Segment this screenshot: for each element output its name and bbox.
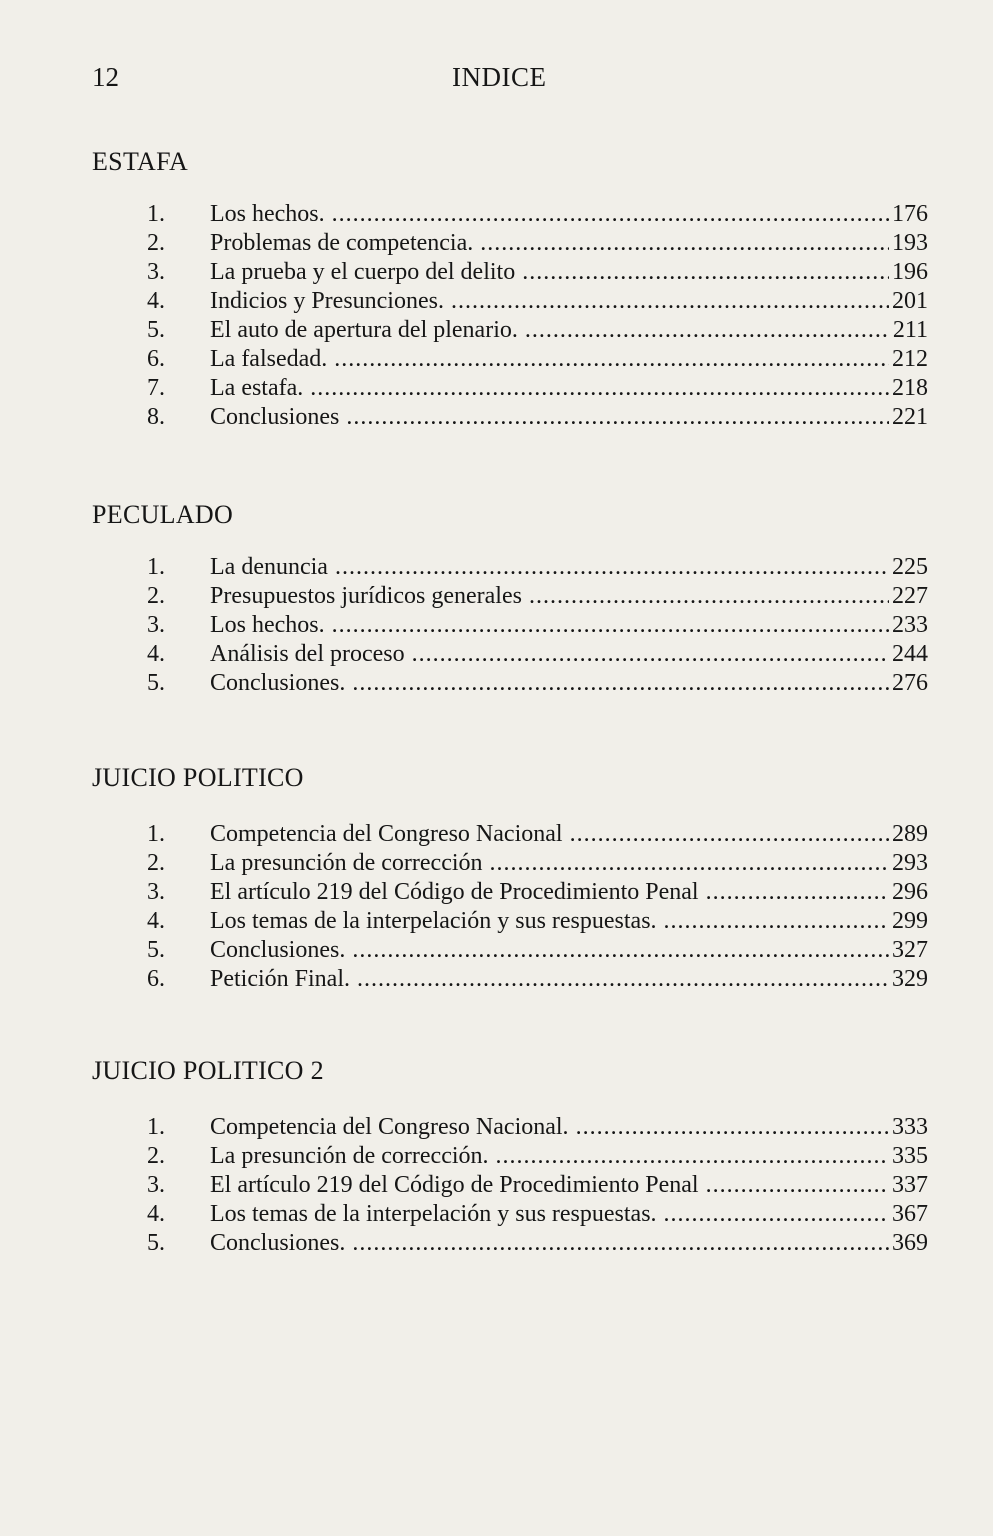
- toc-entry: [92, 374, 928, 403]
- entry-page: 335: [889, 1142, 928, 1171]
- entry-title: Problemas de competencia. .....: [210, 229, 928, 258]
- entry-title: El artículo 219 del Código de Procedimiento Penal .....: [210, 1171, 928, 1200]
- entry-number: 3.: [147, 259, 165, 285]
- entry-page: 176: [889, 200, 928, 229]
- section-peculado: [92, 497, 928, 698]
- section-juicio-politico: [92, 760, 928, 994]
- entry-page: 369: [889, 1229, 928, 1258]
- entry-title: Los temas de la interpelación y sus respuestas. .....: [210, 907, 928, 936]
- toc-entry: [92, 1113, 928, 1142]
- entry-page: 211: [890, 316, 928, 345]
- entry-page: 299: [889, 907, 928, 936]
- entry-page: 327: [889, 936, 928, 965]
- section-estafa: [92, 144, 928, 432]
- entry-title: La prueba y el cuerpo del delito .....: [210, 258, 928, 287]
- toc-entry: [92, 878, 928, 907]
- entry-number: 4.: [147, 1201, 165, 1227]
- entry-title: Análisis del proceso .....: [210, 640, 928, 669]
- entry-page: 289: [889, 820, 928, 849]
- entry-title: La estafa. .....: [210, 374, 928, 403]
- toc-entry: [92, 849, 928, 878]
- entry-title: Conclusiones. .....: [210, 669, 928, 698]
- entry-page: 225: [889, 553, 928, 582]
- entry-title: Conclusiones. .....: [210, 936, 928, 965]
- entry-page: 212: [889, 345, 928, 374]
- toc-entry: [92, 229, 928, 258]
- entry-title: Conclusiones .....: [210, 403, 928, 432]
- entry-title: Los hechos. .....: [210, 611, 928, 640]
- toc-entry: [92, 1142, 928, 1171]
- toc-entry: [92, 1200, 928, 1229]
- entry-title: Competencia del Congreso Nacional .....: [210, 820, 928, 849]
- page-number: 12: [92, 62, 119, 92]
- toc-entry: [92, 403, 928, 432]
- entry-number: 4.: [147, 641, 165, 667]
- entry-page: 233: [889, 611, 928, 640]
- entry-number: 1.: [147, 821, 165, 847]
- entry-title: Indicios y Presunciones. .....: [210, 287, 928, 316]
- entry-number: 2.: [147, 850, 165, 876]
- entry-number: 3.: [147, 1172, 165, 1198]
- entry-title: La falsedad. .....: [210, 345, 928, 374]
- entry-number: 5.: [147, 937, 165, 963]
- entry-number: 8.: [147, 404, 165, 430]
- entry-number: 4.: [147, 288, 165, 314]
- entry-page: 329: [889, 965, 928, 994]
- entry-number: 6.: [147, 346, 165, 372]
- entry-page: 193: [889, 229, 928, 258]
- entry-list: [92, 820, 928, 994]
- entry-list: [92, 1113, 928, 1258]
- toc-entry: [92, 669, 928, 698]
- entry-list: [92, 553, 928, 698]
- entry-number: 2.: [147, 230, 165, 256]
- entry-title: Competencia del Congreso Nacional. .....: [210, 1113, 928, 1142]
- page-header: [0, 62, 993, 102]
- entry-number: 6.: [147, 966, 165, 992]
- entry-page: 196: [889, 258, 928, 287]
- entry-title: Presupuestos jurídicos generales .....: [210, 582, 928, 611]
- toc-entry: [92, 611, 928, 640]
- entry-title: La denuncia .....: [210, 553, 928, 582]
- entry-number: 5.: [147, 670, 165, 696]
- entry-number: 4.: [147, 908, 165, 934]
- section-juicio-politico-2: [92, 1053, 928, 1258]
- section-title: JUICIO POLITICO: [92, 763, 304, 792]
- entry-page: 367: [889, 1200, 928, 1229]
- entry-number: 1.: [147, 554, 165, 580]
- entry-page: 276: [889, 669, 928, 698]
- entry-title: El artículo 219 del Código de Procedimiento Penal .....: [210, 878, 928, 907]
- entry-page: 333: [889, 1113, 928, 1142]
- section-title: ESTAFA: [92, 147, 189, 176]
- entry-title: Los temas de la interpelación y sus respuestas. .....: [210, 1200, 928, 1229]
- entry-number: 3.: [147, 612, 165, 638]
- toc-entry: [92, 640, 928, 669]
- entry-page: 221: [889, 403, 928, 432]
- toc-entry: [92, 258, 928, 287]
- page-title: INDICE: [452, 62, 547, 92]
- entry-number: 5.: [147, 317, 165, 343]
- toc-entry: [92, 907, 928, 936]
- entry-page: 227: [889, 582, 928, 611]
- toc-entry: [92, 553, 928, 582]
- section-title: JUICIO POLITICO 2: [92, 1056, 324, 1085]
- entry-number: 3.: [147, 879, 165, 905]
- entry-title: La presunción de corrección .....: [210, 849, 928, 878]
- entry-number: 1.: [147, 1114, 165, 1140]
- entry-title: El auto de apertura del plenario. .....: [210, 316, 928, 345]
- section-title: PECULADO: [92, 500, 234, 529]
- toc-entry: [92, 820, 928, 849]
- toc-entry: [92, 287, 928, 316]
- toc-entry: [92, 316, 928, 345]
- entry-title: La presunción de corrección. .....: [210, 1142, 928, 1171]
- entry-page: 244: [889, 640, 928, 669]
- entry-number: 1.: [147, 201, 165, 227]
- toc-entry: [92, 1171, 928, 1200]
- entry-title: Los hechos. .....: [210, 200, 928, 229]
- entry-page: 201: [889, 287, 928, 316]
- entry-number: 7.: [147, 375, 165, 401]
- entry-page: 337: [889, 1171, 928, 1200]
- toc-entry: [92, 1229, 928, 1258]
- entry-page: 293: [889, 849, 928, 878]
- toc-entry: [92, 965, 928, 994]
- toc-entry: [92, 200, 928, 229]
- entry-number: 2.: [147, 1143, 165, 1169]
- entry-page: 296: [889, 878, 928, 907]
- entry-title: Conclusiones. .....: [210, 1229, 928, 1258]
- entry-title: Petición Final. .....: [210, 965, 928, 994]
- entry-page: 218: [889, 374, 928, 403]
- toc-entry: [92, 582, 928, 611]
- entry-number: 2.: [147, 583, 165, 609]
- entry-list: [92, 200, 928, 432]
- entry-number: 5.: [147, 1230, 165, 1256]
- toc-entry: [92, 936, 928, 965]
- toc-entry: [92, 345, 928, 374]
